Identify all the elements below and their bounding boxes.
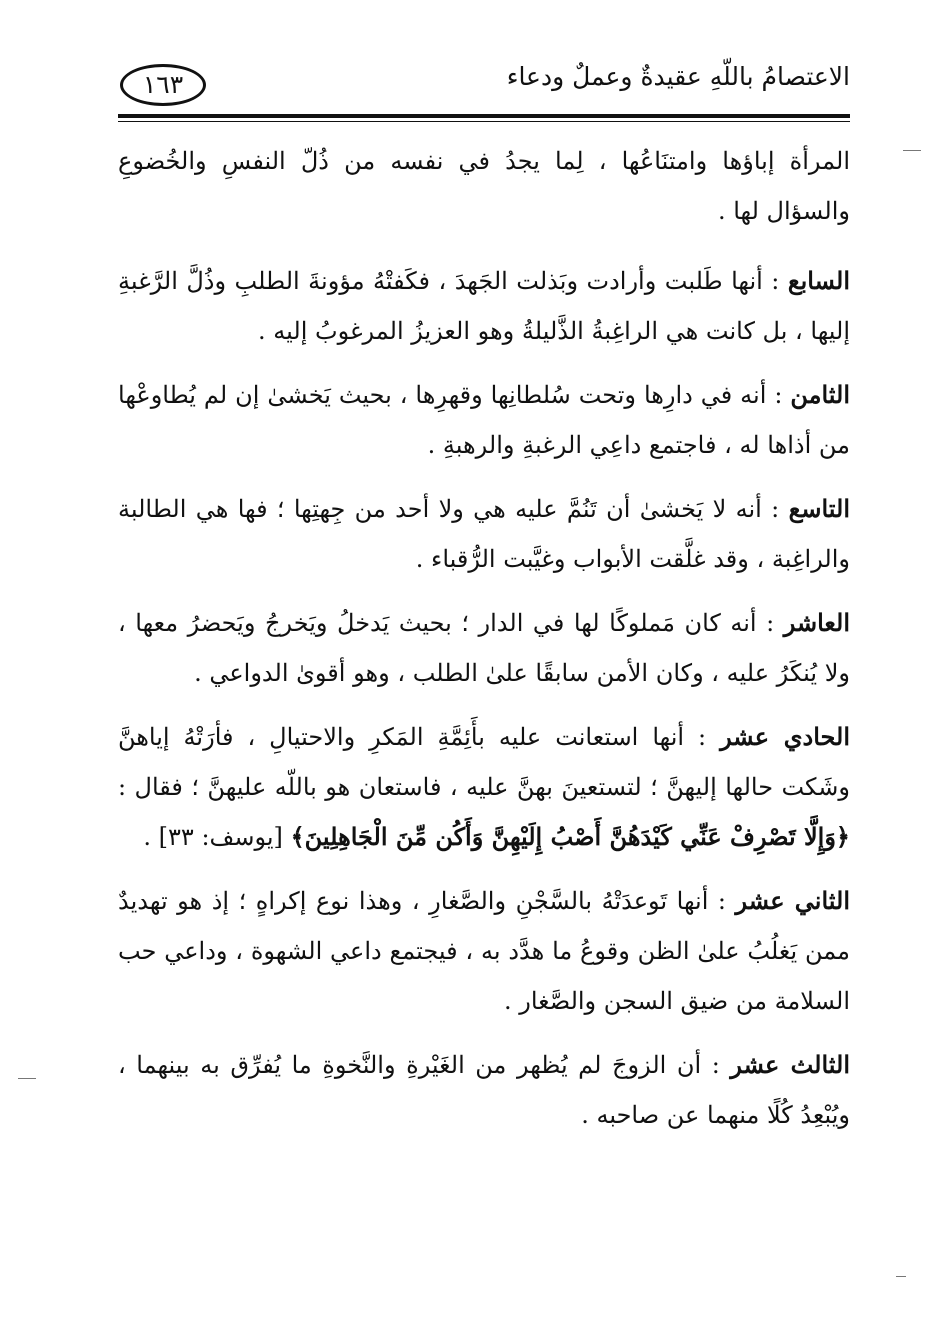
paragraph-text: المرأة إباؤها وامتنَاعُها ، لِما يجدُ في نفسه من ذُلّ النفسِ والخُضوعِ والسؤال لها .: [118, 147, 850, 225]
paragraph-text: : أنه في دارِها وتحت سُلطانِها وقهرِها ، بحيث يَخشىٰ إن لم يُطاوعْها من أذاها له ، فاجتمع داعِي الرغبةِ والرهبةِ .: [118, 381, 850, 459]
page-number: ١٦٣: [120, 64, 206, 106]
paragraph-thirteenth: [118, 1040, 850, 1140]
page-header: [118, 48, 850, 114]
paragraph-lead: الحادي عشر: [720, 722, 850, 751]
paragraph-eighth: [118, 370, 850, 470]
paragraph-lead: الثاني عشر: [735, 886, 850, 915]
header-rule-thin: [118, 121, 850, 122]
scan-margin-mark: [903, 150, 921, 151]
paragraph-continuation: [118, 136, 850, 236]
quran-verse: ﴿وَإِلَّا تَصْرِفْ عَنِّي كَيْدَهُنَّ أَصْبُ إِلَيْهِنَّ وَأَكُن مِّنَ الْجَاهِلِينَ﴾: [290, 822, 850, 851]
running-title: الاعتصامُ باللّهِ عقيدةٌ وعملٌ ودعاء: [506, 62, 850, 91]
paragraph-text: : أنها طَلبت وأرادت وبَذلت الجَهدَ ، فكَفتْهُ مؤونةَ الطلبِ وذُلَّ الرَّغبةِ إليها ، بل كانت هي الراغِبةُ الذَّليلةُ وهو العزيزُ المرغوبُ إليه .: [118, 267, 850, 345]
paragraph-eleventh: [118, 712, 850, 862]
paragraph-lead: التاسع: [788, 494, 850, 523]
page-body: [118, 136, 850, 1154]
paragraph-tenth: [118, 598, 850, 698]
header-rule-thick: [118, 114, 850, 118]
scan-margin-mark: [896, 1276, 906, 1277]
paragraph-text: : أنها استعانت عليه بأَئِمَّةِ المَكرِ والاحتيالِ ، فأرَتْهُ إياهنَّ وشَكت حالها إليهنَّ ؛ لتستعينَ بهنَّ عليه ، فاستعان هو باللّه عليهنَّ ؛ فقال :: [118, 723, 850, 801]
paragraph-seventh: [118, 256, 850, 356]
paragraph-lead: العاشر: [783, 608, 850, 637]
paragraph-text: : أنها تَوعدَتْهُ بالسَّجْنِ والصَّغارِ ، وهذا نوع إكراهٍ ؛ إذ هو تهديدٌ ممن يَغلُبُ علىٰ الظن وقوعُ ما هدَّد به ، فيجتمع داعي الشهوة ، وداعي حب السلامة من ضيق السجن والصَّغار .: [118, 887, 850, 1015]
paragraph-ninth: [118, 484, 850, 584]
verse-reference: [يوسف: ٣٣] .: [143, 823, 291, 851]
paragraph-lead: الثالث عشر: [730, 1050, 850, 1079]
paragraph-text: : أنه كان مَملوكًا لها في الدار ؛ بحيث يَدخلُ ويَخرجُ ويَحضرُ معها ، ولا يُنكَرُ عليه ، وكان الأمن سابقًا علىٰ الطلب ، وهو أقوىٰ الدواعي .: [118, 609, 850, 687]
paragraph-lead: الثامن: [790, 380, 850, 409]
paragraph-twelfth: [118, 876, 850, 1026]
paragraph-text: : أن الزوجَ لم يُظهر من الغَيْرةِ والنَّخوةِ ما يُفرِّق به بينهما ، ويُبْعِدُ كُلًا منهما عن صاحبه .: [118, 1051, 850, 1129]
scan-margin-mark: [18, 1078, 36, 1079]
paragraph-lead: السابع: [787, 266, 850, 295]
paragraph-text: : أنه لا يَخشىٰ أن تَنُمَّ عليه هي ولا أحد من جِهتِها ؛ فها هي الطالبة والراغِبة ، وقد غلَّقت الأبواب وغيَّبت الرُّقباء .: [118, 495, 850, 573]
